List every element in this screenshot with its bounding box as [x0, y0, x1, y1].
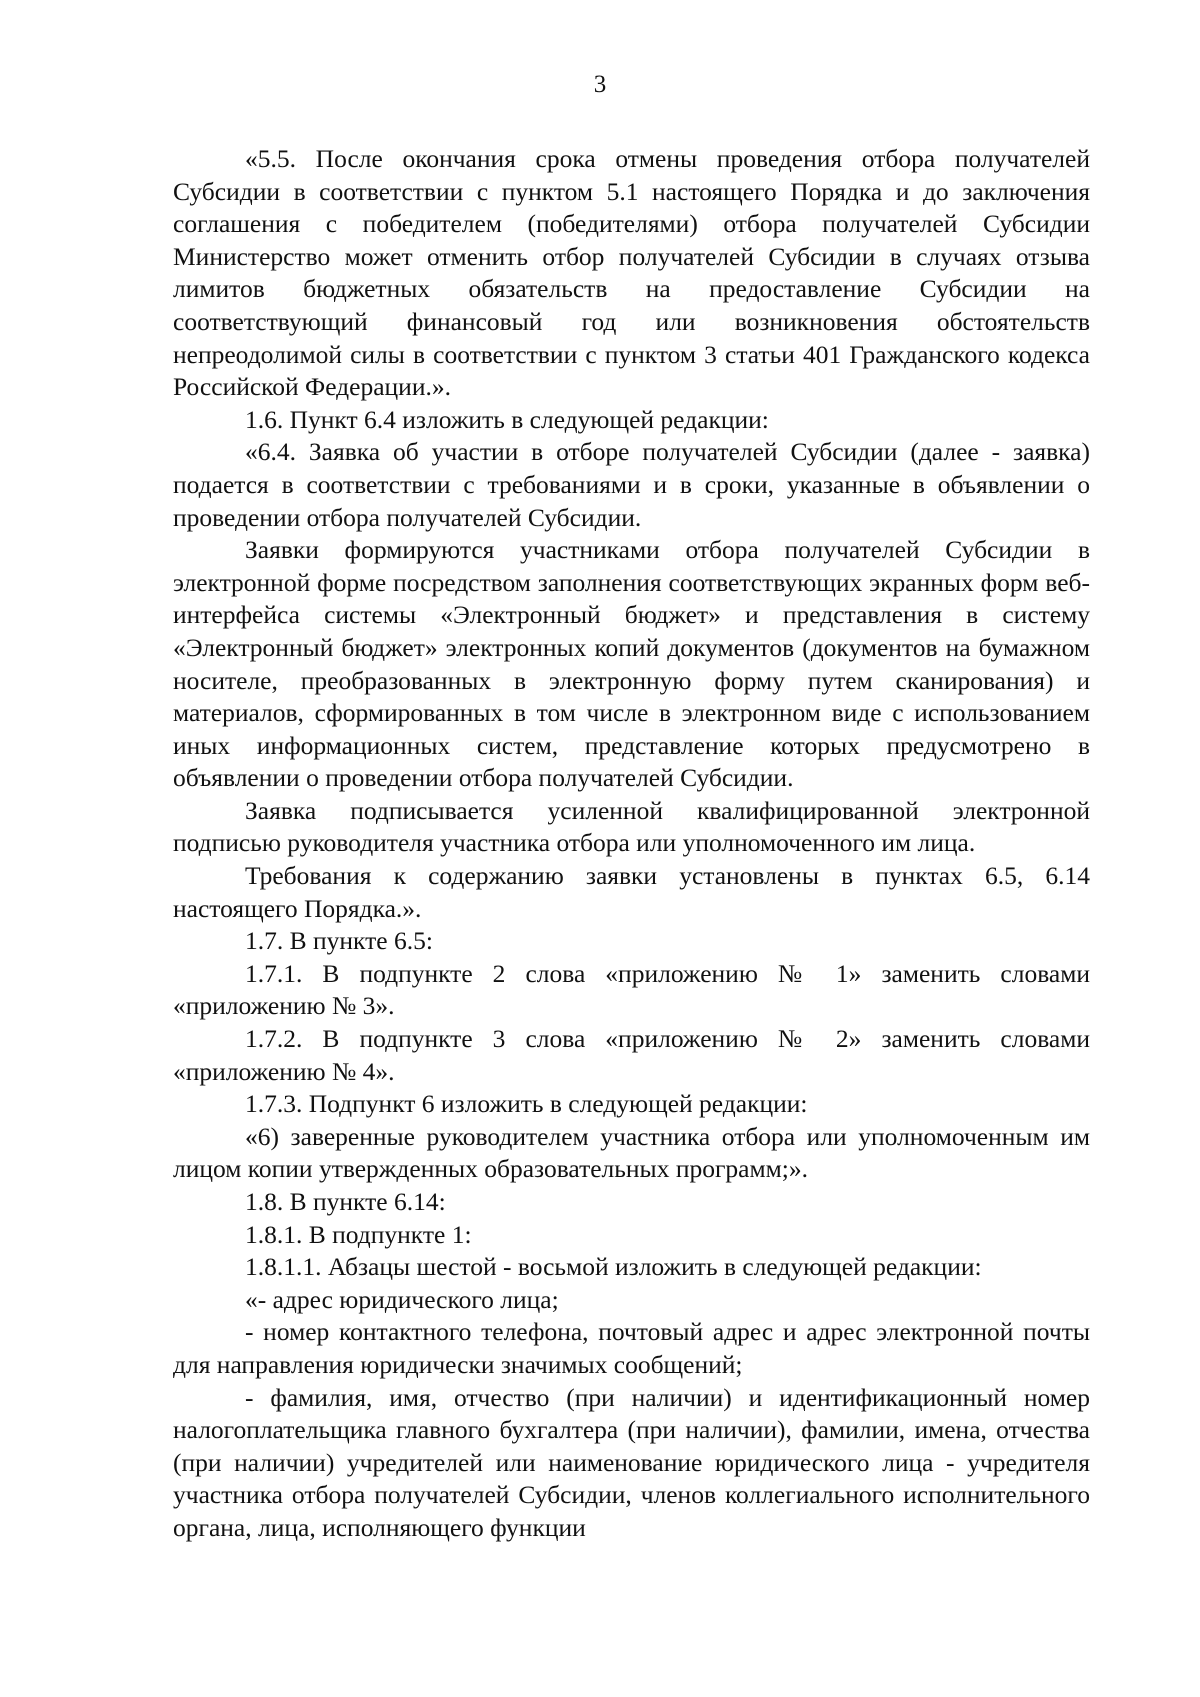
paragraph-contact-phone: - номер контактного телефона, почтовый адрес и адрес электронной почты для направления юридически значимых сообщений;: [173, 1317, 1090, 1379]
paragraph-1-7: 1.7. В пункте 6.5:: [245, 926, 433, 956]
paragraph-legal-address: «- адрес юридического лица;: [245, 1284, 559, 1314]
page-number: 3: [593, 71, 607, 98]
paragraph-6-4: «6.4. Заявка об участии в отборе получателей Субсидии (далее - заявка) подается в соответствии с требованиями и в сроки, указанные в объявлении о проведении отбора получателей Субсидии.: [173, 437, 1090, 532]
paragraph-5-5: «5.5. После окончания срока отмены проведения отбора получателей Субсидии в соответствии с пунктом 5.1 настоящего Порядка и до заключения соглашения с победителем (победителями) отбора получателей Субсидии Министерство может отменить отбор получателей Субсидии в случаях отзыва лимитов бюджетных обязательств на предоставление Субсидии на соответствующий финансовый год или возникновения обстоятельств непреодолимой силы в соответствии с пунктом 3 статьи 401 Гражданского кодекса Российской Федерации.».: [173, 144, 1090, 402]
paragraph-1-8-1: 1.8.1. В подпункте 1:: [245, 1219, 472, 1249]
paragraph-1-7-2: 1.7.2. В подпункте 3 слова «приложению № 2» заменить словами «приложению № 4».: [173, 1024, 1090, 1086]
paragraph-chief-accountant: - фамилия, имя, отчество (при наличии) и идентификационный номер налогоплательщика главного бухгалтера (при наличии), фамилии, имена, отчества (при наличии) учредителей или наименование юридического лица - учредителя участника отбора получателей Субсидии, членов коллегиального исполнительного органа, лица, исполняющего функции: [173, 1382, 1090, 1542]
paragraph-applications-formation: Заявки формируются участниками отбора получателей Субсидии в электронной форме посредством заполнения соответствующих экранных форм веб-интерфейса системы «Электронный бюджет» и представления в систему «Электронный бюджет» электронных копий документов (документов на бумажном носителе, преобразованных в электронную форму путем сканирования) и материалов, сформированных в том числе в электронном виде с использованием иных информационных систем, представление которых предусмотрено в объявлении о проведении отбора получателей Субсидии.: [173, 535, 1090, 793]
paragraph-1-6: 1.6. Пункт 6.4 изложить в следующей редакции:: [245, 404, 769, 434]
document-body: [173, 143, 1090, 1545]
paragraph-1-8: 1.8. В пункте 6.14:: [245, 1187, 446, 1216]
paragraph-1-7-3: 1.7.3. Подпункт 6 изложить в следующей редакции:: [245, 1089, 808, 1119]
paragraph-application-signature: Заявка подписывается усиленной квалифицированной электронной подписью руководителя участника отбора или уполномоченного им лица.: [173, 795, 1090, 858]
paragraph-application-requirements: Требования к содержанию заявки установлены в пунктах 6.5, 6.14 настоящего Порядка.».: [173, 861, 1090, 923]
paragraph-1-7-1: 1.7.1. В подпункте 2 слова «приложению № 1» заменить словами «приложению № 3».: [173, 958, 1090, 1021]
paragraph-1-8-1-1: 1.8.1.1. Абзацы шестой - восьмой изложить в следующей редакции:: [245, 1252, 982, 1282]
paragraph-subitem-6: «6) заверенные руководителем участника отбора или уполномоченным им лицом копии утвержденных образовательных программ;».: [173, 1121, 1090, 1184]
